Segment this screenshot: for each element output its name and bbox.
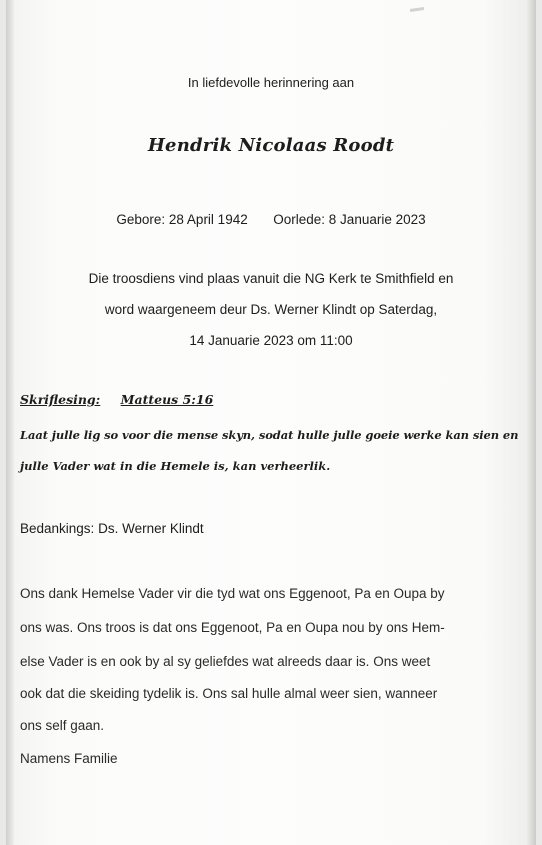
thanks-label: Bedankings:	[20, 521, 95, 536]
scripture-reference: Matteus 5:16	[120, 392, 214, 407]
born-label: Gebore:	[116, 212, 166, 227]
scripture-verse-line-1: Laat julle lig so voor die mense skyn, sodat hulle julle goeie werke kan sien en	[20, 428, 519, 442]
service-line-2: word waargeneem deur Ds. Werner Klindt op Saterdag,	[104, 302, 438, 317]
page-left-edge	[6, 0, 14, 845]
thanks-name: Ds. Werner Klindt	[98, 521, 204, 536]
intro-line: In liefdevolle herinnering aan	[187, 75, 355, 90]
deceased-name: Hendrik Nicolaas Roodt	[147, 135, 395, 156]
died-label: Oorlede:	[273, 212, 326, 227]
message-line-1: Ons dank Hemelse Vader vir die tyd wat ons Eggenoot, Pa en Oupa by	[20, 586, 445, 601]
scan-mark	[410, 7, 424, 12]
message-line-4: ook dat die skeiding tydelik is. Ons sal hulle almal weer sien, wanneer	[20, 686, 438, 701]
dates-line	[0, 212, 542, 227]
signature: Namens Familie	[20, 751, 118, 766]
born-date: 28 April 1942	[168, 212, 248, 227]
service-line-1: Die troosdiens vind plaas vanuit die NG Kerk te Smithfield en	[88, 271, 454, 286]
scripture-heading	[20, 392, 213, 407]
message-line-3: else Vader is en ook by al sy geliefdes wat alreeds daar is. Ons weet	[20, 654, 431, 669]
died-date: 8 Januarie 2023	[328, 212, 426, 227]
message-line-2: ons was. Ons troos is dat ons Eggenoot, Pa en Oupa nou by ons Hem-	[20, 620, 445, 635]
scripture-label: Skriflesing:	[20, 392, 101, 407]
page-right-edge	[526, 0, 536, 845]
scripture-verse-line-2: julle Vader wat in die Hemele is, kan verheerlik.	[20, 459, 331, 473]
thanks-line	[20, 521, 204, 536]
service-line-3: 14 Januarie 2023 om 11:00	[189, 333, 353, 348]
message-line-5: ons self gaan.	[20, 718, 105, 733]
